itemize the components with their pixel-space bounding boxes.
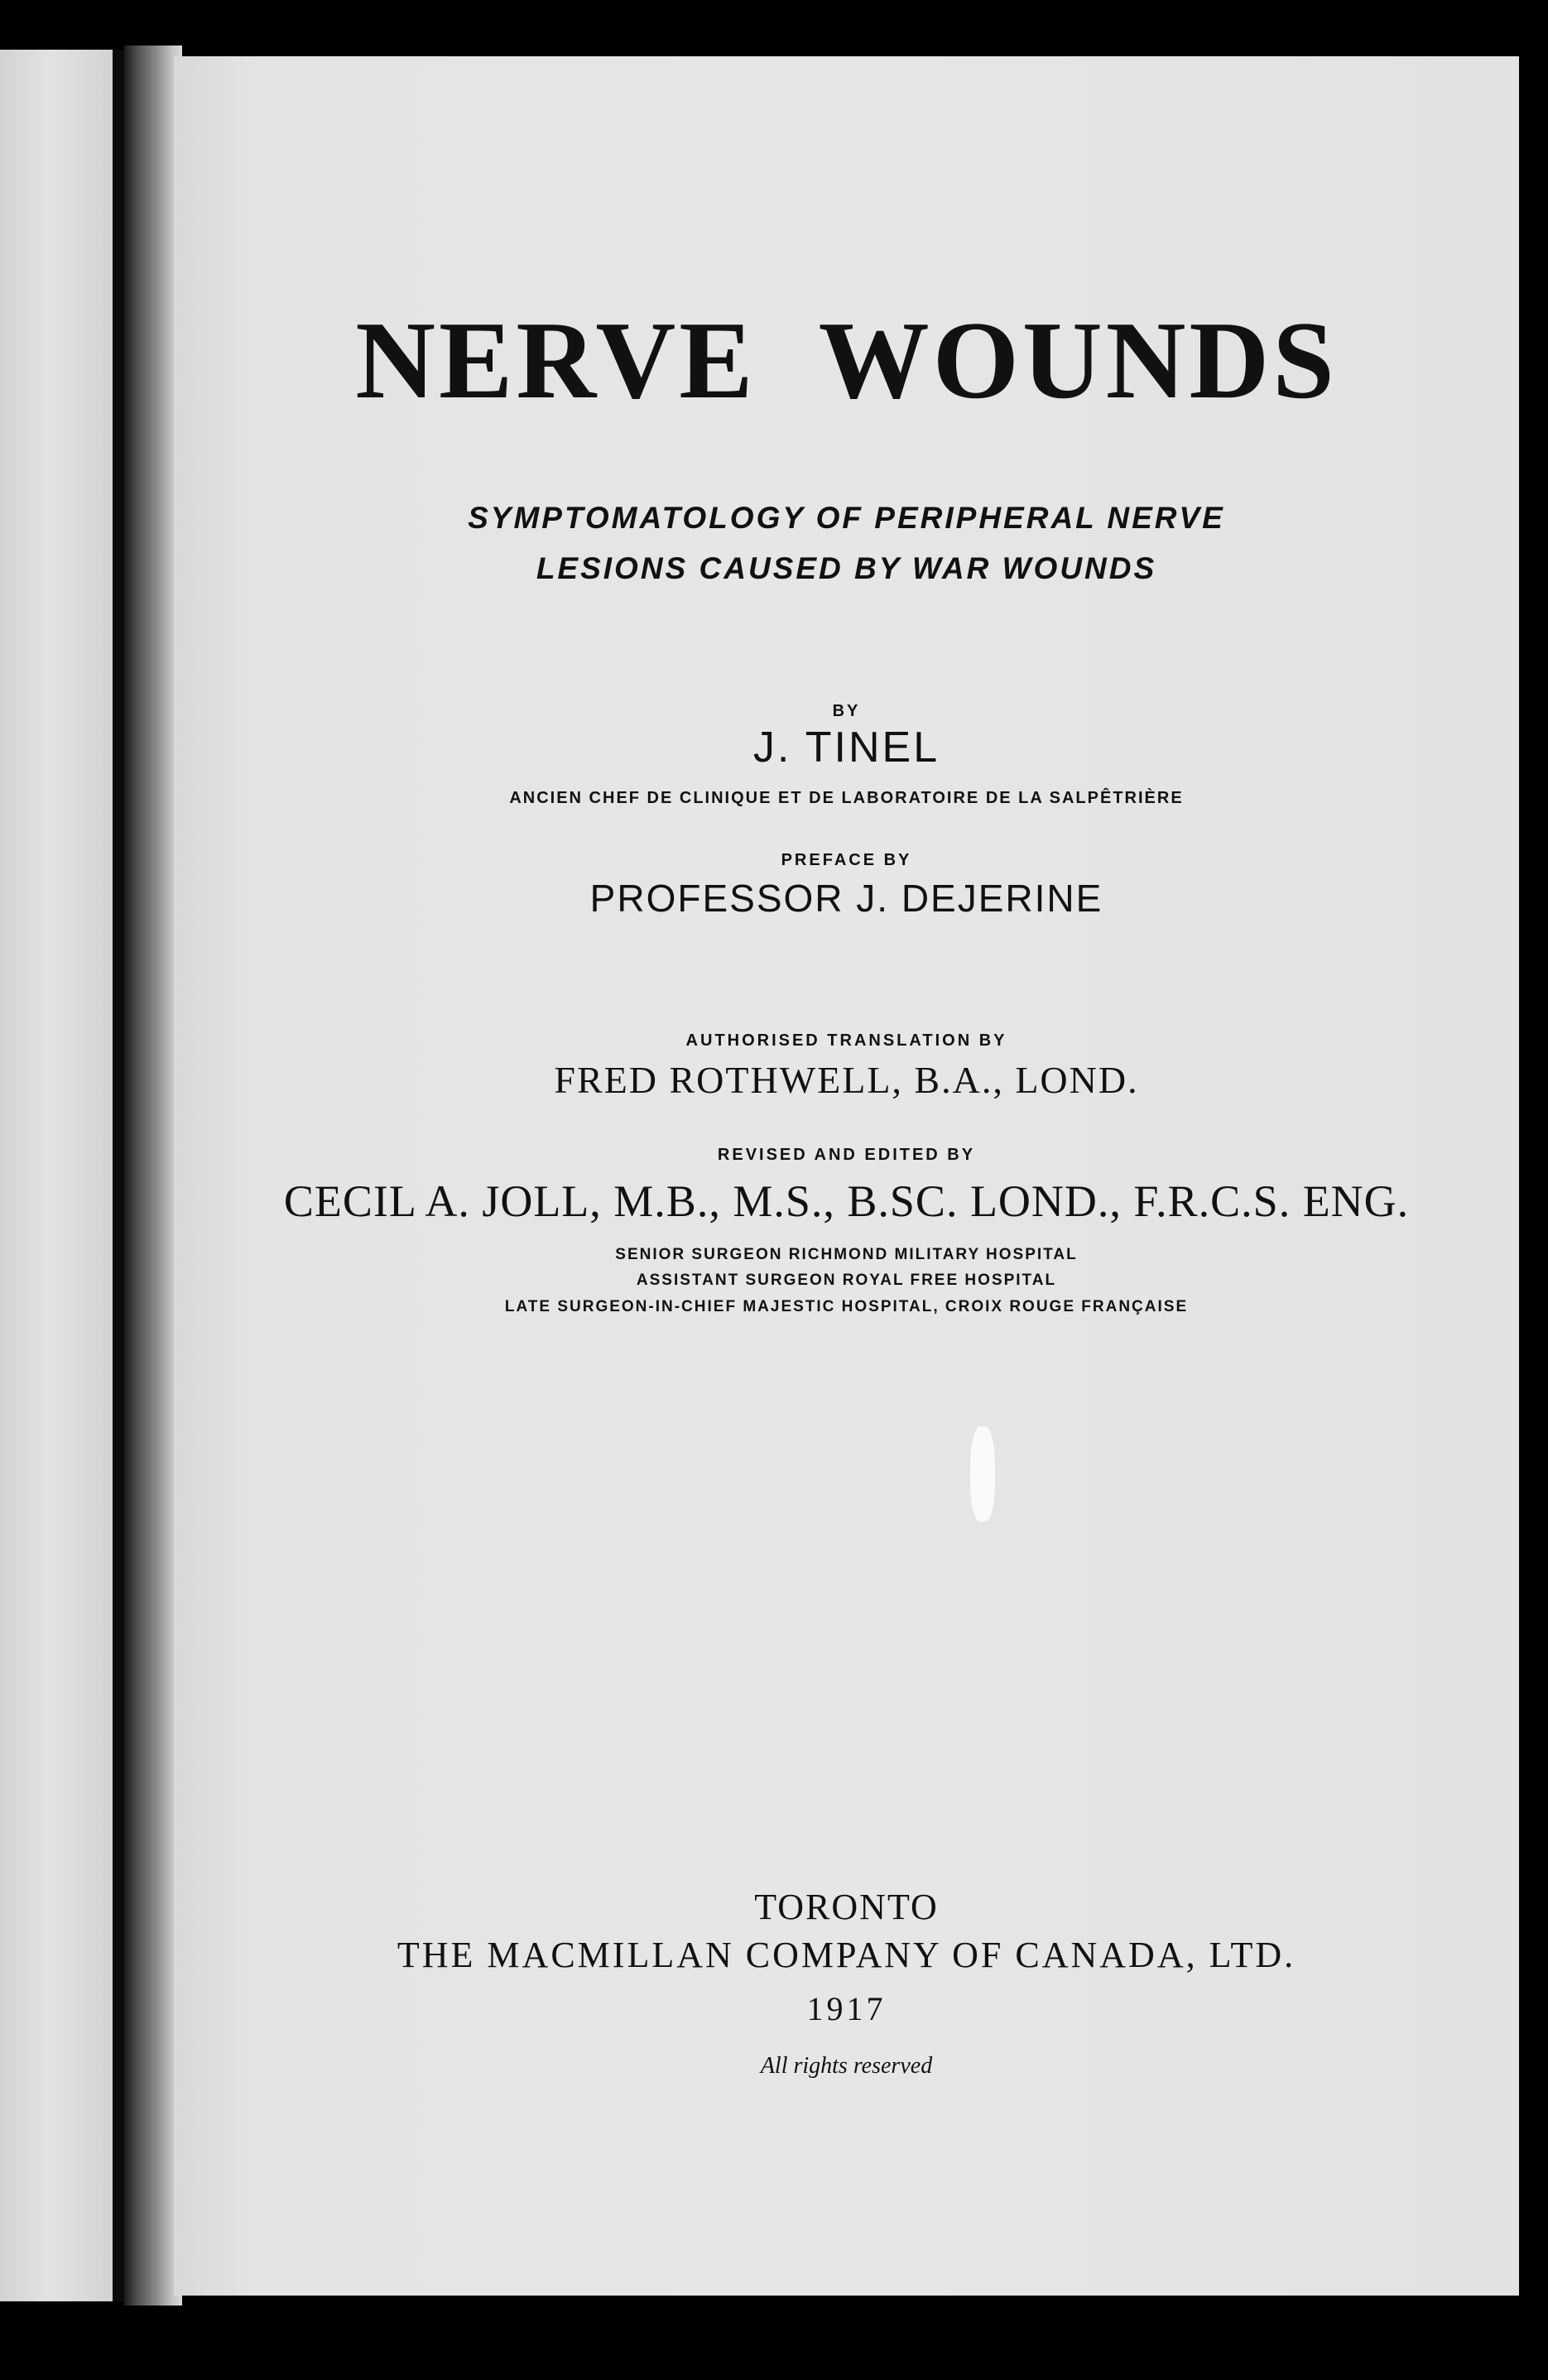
author-title: ANCIEN CHEF DE CLINIQUE ET DE LABORATOIRE DE LA SALPÊTRIÈRE <box>509 789 1184 807</box>
publication-year: 1917 <box>806 1990 887 2027</box>
translator-name: FRED ROTHWELL, B.A., LOND. <box>554 1059 1139 1101</box>
editor-credential: ASSISTANT SURGEON ROYAL FREE HOSPITAL <box>636 1272 1057 1289</box>
by-label: BY <box>832 702 861 720</box>
publisher-name: THE MACMILLAN COMPANY OF CANADA, LTD. <box>397 1935 1296 1975</box>
edited-label: REVISED AND EDITED BY <box>717 1146 976 1164</box>
title-page <box>174 56 1519 2296</box>
paper-blemish <box>970 1426 995 1522</box>
preface-label: PREFACE BY <box>781 851 912 869</box>
preface-author: PROFESSOR J. DEJERINE <box>589 877 1103 920</box>
author-name: J. TINEL <box>752 724 940 772</box>
publication-place: TORONTO <box>754 1887 939 1927</box>
editor-name: CECIL A. JOLL, M.B., M.S., B.SC. LOND., F.R.C.S. ENG. <box>283 1176 1410 1226</box>
editor-credential: SENIOR SURGEON RICHMOND MILITARY HOSPITAL <box>615 1246 1078 1263</box>
editor-credential: LATE SURGEON-IN-CHIEF MAJESTIC HOSPITAL, CROIX ROUGE FRANÇAISE <box>504 1298 1189 1315</box>
facing-page-edge <box>0 50 124 2301</box>
subtitle-line-1: SYMPTOMATOLOGY OF PERIPHERAL NERVE <box>468 501 1225 535</box>
rights-notice: All rights reserved <box>760 2053 933 2079</box>
translation-label: AUTHORISED TRANSLATION BY <box>685 1031 1007 1050</box>
subtitle-line-2: LESIONS CAUSED BY WAR WOUNDS <box>536 551 1157 585</box>
book-title: NERVE WOUNDS <box>355 299 1338 421</box>
